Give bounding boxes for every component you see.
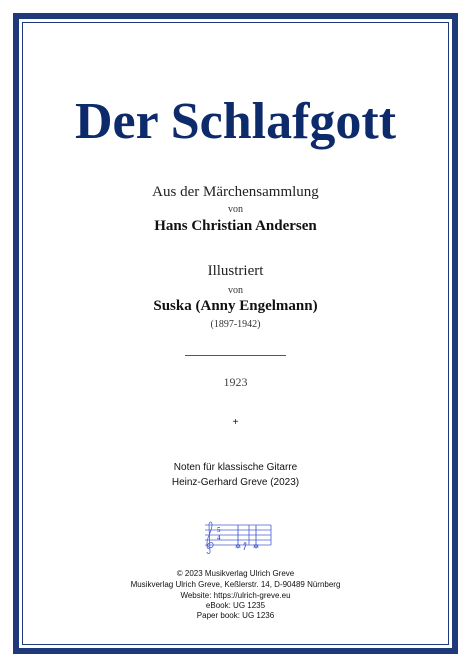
divider-line	[185, 355, 286, 356]
author-name: Hans Christian Andersen	[154, 218, 317, 234]
copyright-line: © 2023 Musikverlag Ulrich Greve	[176, 569, 295, 578]
publication-year: 1923	[223, 375, 248, 389]
by-label: von	[228, 204, 243, 215]
illustrator-name: Suska (Anny Engelmann)	[153, 298, 318, 314]
ebook-number: eBook: UG 1235	[205, 601, 266, 610]
illustrator-years: (1897-1942)	[210, 319, 261, 330]
notes-description: Noten für klassische Gitarre	[173, 462, 298, 473]
music-notation-logo-icon	[201, 519, 273, 555]
svg-text:4: 4	[217, 534, 221, 542]
publisher-website: Website: https://ulrich-greve.eu	[180, 591, 291, 600]
illustrated-label: Illustriert	[207, 263, 264, 279]
plus-sign: +	[232, 417, 239, 428]
svg-text:5: 5	[217, 526, 221, 534]
by-label-illustrator: von	[228, 285, 243, 296]
book-title: Der Schlafgott	[74, 93, 397, 150]
collection-line: Aus der Märchensammlung	[152, 184, 319, 200]
arranger-credit: Heinz-Gerhard Greve (2023)	[171, 477, 300, 488]
publisher-address: Musikverlag Ulrich Greve, Keßlerstr. 14, D-90489 Nürnberg	[130, 580, 341, 589]
paperbook-number: Paper book: UG 1236	[196, 611, 275, 620]
